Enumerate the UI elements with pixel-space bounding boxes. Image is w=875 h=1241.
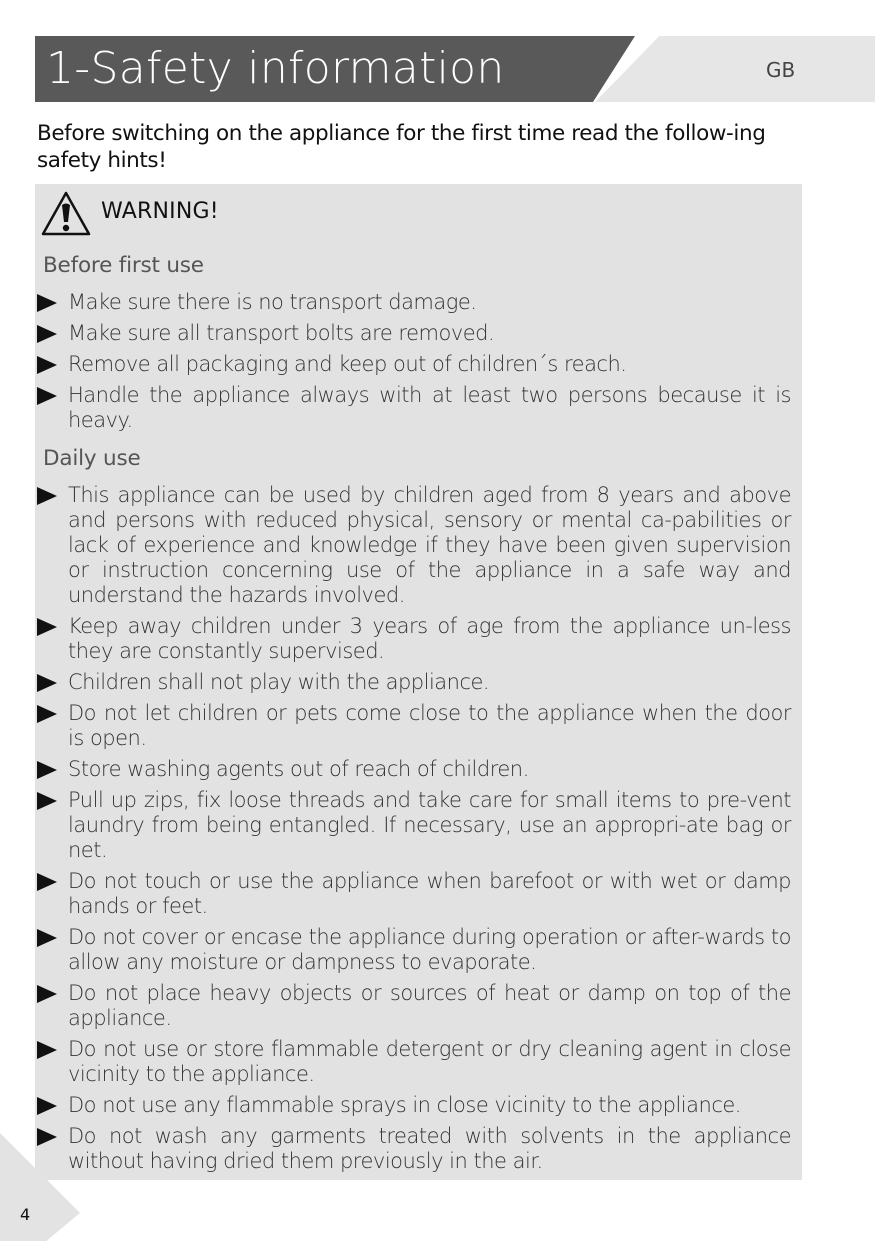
before-first-use-list <box>35 290 791 439</box>
bullet-arrow-icon <box>37 325 57 343</box>
list-item-text: Make sure there is no transport damage. <box>68 290 477 314</box>
bullet-arrow-icon <box>37 387 57 405</box>
bullet-arrow-icon <box>37 705 57 723</box>
bullet-arrow-icon <box>37 1097 57 1115</box>
page-title: 1-Safety information <box>46 43 505 94</box>
list-item <box>35 869 791 919</box>
list-item <box>35 981 791 1031</box>
bullet-arrow-icon <box>37 618 57 636</box>
bullet-arrow-icon <box>37 985 57 1003</box>
list-item-text: Do not let children or pets come close to the appliance when the door is open. <box>68 701 791 750</box>
bullet-arrow-icon <box>37 873 57 891</box>
list-item <box>35 1124 791 1174</box>
list-item-text: Do not use any flammable sprays in close vicinity to the appliance. <box>68 1093 741 1117</box>
bullet-arrow-icon <box>37 674 57 692</box>
page-number: 4 <box>20 1205 31 1224</box>
bullet-arrow-icon <box>37 761 57 779</box>
bullet-arrow-icon <box>37 356 57 374</box>
list-item-text: Pull up zips, fix loose threads and take care for small items to pre-vent laundry from being entangled. If necessary, use an appropri-ate bag or net. <box>68 788 791 862</box>
bullet-arrow-icon <box>37 487 57 505</box>
list-item <box>35 788 791 863</box>
intro-text: Before switching on the appliance for the first time read the follow-ing safety hints! <box>37 121 766 173</box>
list-item <box>35 701 791 751</box>
bullet-arrow-icon <box>37 1041 57 1059</box>
list-item <box>35 483 791 608</box>
warning-label: WARNING! <box>101 199 219 224</box>
daily-use-list <box>35 483 791 1180</box>
list-item-text: Do not touch or use the appliance when barefoot or with wet or damp hands or feet. <box>68 869 791 918</box>
list-item <box>35 290 791 315</box>
list-item-text: Do not cover or encase the appliance during operation or after-wards to allow any moisture or dampness to evaporate. <box>68 925 791 974</box>
section-heading-daily-use: Daily use <box>43 446 141 471</box>
list-item <box>35 321 791 346</box>
bullet-arrow-icon <box>37 929 57 947</box>
bullet-arrow-icon <box>37 294 57 312</box>
list-item-text: Remove all packaging and keep out of children´s reach. <box>68 352 627 376</box>
section-heading-before-first-use: Before first use <box>43 253 204 278</box>
warning-triangle-icon <box>40 190 92 238</box>
list-item-text: Keep away children under 3 years of age from the appliance un-less they are constantly supervised. <box>68 614 791 663</box>
language-tab <box>595 36 875 102</box>
list-item-text: This appliance can be used by children aged from 8 years and above and persons with reduced physical, sensory or mental ca-pabilities or lack of experience and knowledge if they have been given supervision or instruction concerning use of the appliance in a safe way and understand the hazards involved. <box>68 483 791 607</box>
list-item <box>35 1037 791 1087</box>
list-item-text: Make sure all transport bolts are removed. <box>68 321 495 345</box>
list-item <box>35 670 791 695</box>
language-code: GB <box>766 58 796 82</box>
bullet-arrow-icon <box>37 1128 57 1146</box>
list-item-text: Do not place heavy objects or sources of heat or damp on top of the appliance. <box>68 981 791 1030</box>
list-item <box>35 757 791 782</box>
list-item <box>35 925 791 975</box>
list-item-text: Store washing agents out of reach of children. <box>68 757 529 781</box>
list-item <box>35 614 791 664</box>
list-item-text: Do not wash any garments treated with solvents in the appliance without having dried them previously in the air. <box>68 1124 791 1173</box>
list-item <box>35 1093 791 1118</box>
list-item-text: Handle the appliance always with at least two persons because it is heavy. <box>68 383 791 432</box>
list-item <box>35 352 791 377</box>
list-item-text: Do not use or store flammable detergent or dry cleaning agent in close vicinity to the appliance. <box>68 1037 791 1086</box>
list-item-text: Children shall not play with the appliance. <box>68 670 490 694</box>
list-item <box>35 383 791 433</box>
bullet-arrow-icon <box>37 792 57 810</box>
